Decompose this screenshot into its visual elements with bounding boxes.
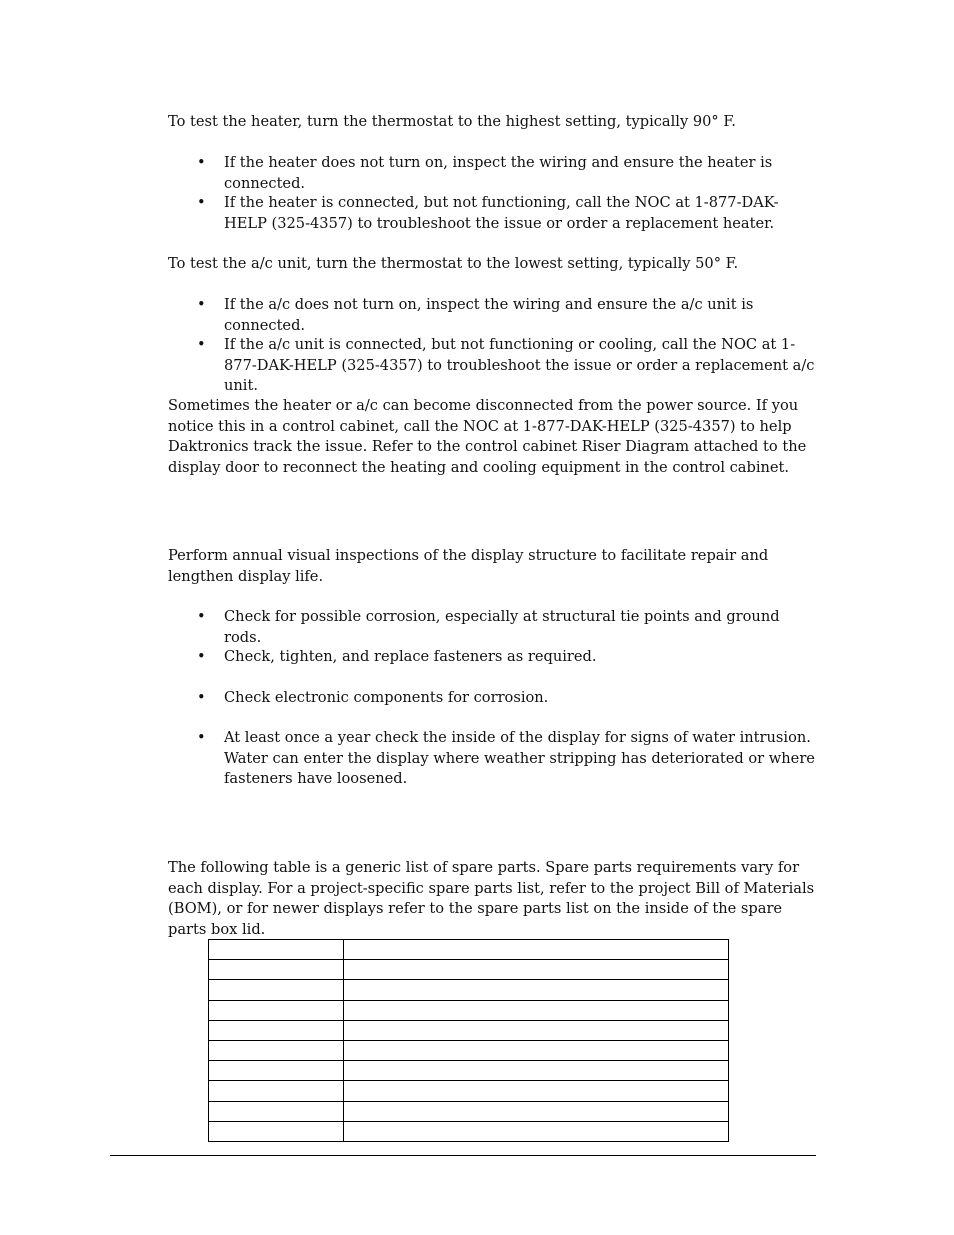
table-cell (344, 1020, 729, 1040)
inspection-bullet-4: At least once a year check the inside of the display for signs of water intrusion. Water can enter the display where weather stripping has deteriorated or where fasteners have loosened. (224, 729, 815, 787)
bullet-icon: • (197, 336, 206, 353)
table-cell (344, 1081, 729, 1101)
table-cell (344, 1061, 729, 1081)
table-row (209, 1101, 729, 1121)
table-row (209, 980, 729, 1000)
table-cell (209, 1121, 344, 1141)
disconnect-note: Sometimes the heater or a/c can become disconnected from the power source. If you notice this in a control cabinet, call the NOC at 1-877-DAK-HELP (325-4357) to help Daktronics track the issue. Refer to the control cabinet Riser Diagram attached to the display door to reconnect the heating and cooling equipment in the control cabinet. (168, 397, 807, 476)
table-cell (209, 960, 344, 980)
ac-bullet-2: If the a/c unit is connected, but not functioning or cooling, call the NOC at 1-877-DAK-HELP (325-4357) to troubleshoot the issue or order a replacement a/c unit. (224, 336, 815, 394)
bullet-icon: • (197, 689, 206, 706)
spare-parts-table (208, 939, 729, 1142)
bullet-icon: • (197, 296, 206, 313)
bullet-icon: • (197, 608, 206, 625)
table-cell (209, 1081, 344, 1101)
table-row (209, 1020, 729, 1040)
table-row (209, 1121, 729, 1141)
bullet-icon: • (197, 194, 206, 211)
table-row (209, 1040, 729, 1060)
table-cell (344, 980, 729, 1000)
table-cell (344, 960, 729, 980)
footer-divider (110, 1155, 816, 1156)
spare-parts-intro: The following table is a generic list of spare parts. Spare parts requirements vary for each display. For a project-specific spare parts list, refer to the project Bill of Materials (BOM), or for newer displays refer to the spare parts list on the inside of the spare parts box lid. (168, 859, 815, 938)
inspection-bullet-3: Check electronic components for corrosion. (224, 689, 549, 706)
table-cell (209, 1040, 344, 1060)
table-cell (209, 1000, 344, 1020)
table-cell (344, 1000, 729, 1020)
ac-bullet-1: If the a/c does not turn on, inspect the wiring and ensure the a/c unit is connected. (224, 296, 754, 334)
heater-test-intro: To test the heater, turn the thermostat to the highest setting, typically 90° F. (168, 113, 736, 130)
table-cell (209, 1101, 344, 1121)
ac-test-intro: To test the a/c unit, turn the thermostat to the lowest setting, typically 50° F. (168, 255, 739, 272)
inspection-bullet-1: Check for possible corrosion, especially at structural tie points and ground rods. (224, 608, 780, 646)
table-row (209, 1081, 729, 1101)
table-row (209, 940, 729, 960)
table-cell (209, 1020, 344, 1040)
table-cell (344, 1040, 729, 1060)
table-row (209, 1000, 729, 1020)
bullet-icon: • (197, 154, 206, 171)
bullet-icon: • (197, 648, 206, 665)
table-cell (344, 1101, 729, 1121)
inspection-intro: Perform annual visual inspections of the display structure to facilitate repair and lengthen display life. (168, 547, 769, 585)
table-row (209, 1061, 729, 1081)
table-row (209, 960, 729, 980)
table-cell (209, 980, 344, 1000)
heater-bullet-1: If the heater does not turn on, inspect the wiring and ensure the heater is connected. (224, 154, 773, 192)
table-cell (209, 940, 344, 960)
bullet-icon: • (197, 729, 206, 746)
heater-bullet-2: If the heater is connected, but not functioning, call the NOC at 1-877-DAK-HELP (325-4357) to troubleshoot the issue or order a replacement heater. (224, 194, 779, 232)
table-cell (209, 1061, 344, 1081)
table-cell (344, 1121, 729, 1141)
inspection-bullet-2: Check, tighten, and replace fasteners as required. (224, 648, 597, 665)
table-cell (344, 940, 729, 960)
